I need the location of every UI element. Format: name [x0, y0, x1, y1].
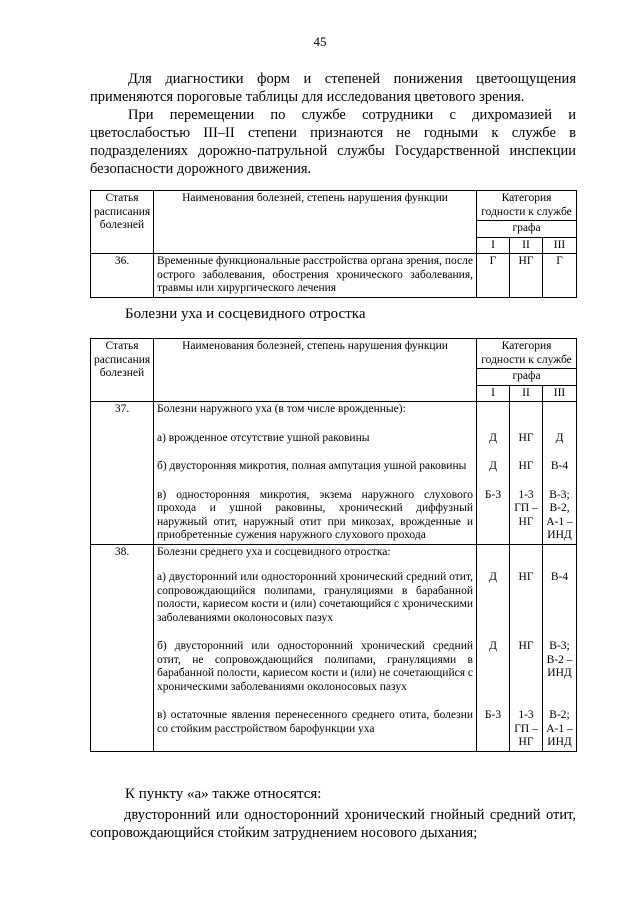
table-ears — [90, 338, 577, 752]
table-row — [91, 446, 577, 475]
row-col-3: В-3; В-2, А-1 – ИНД — [543, 475, 577, 545]
table-eyes — [90, 190, 577, 298]
section-heading: Болезни уха и сосцевидного отростка — [125, 306, 366, 322]
row-text: Временные функциональные расстройства органа зрения, после острого заболевания, обострения хронического заболевания, травмы или хирургического лечения — [154, 254, 477, 298]
row-col-1: Б-3 — [477, 695, 510, 751]
row-title: Болезни среднего уха и сосцевидного отростка: — [154, 544, 477, 560]
footer-heading: К пункту «а» также относятся: — [125, 786, 322, 802]
row-col-2: НГ — [510, 446, 543, 475]
intro-paragraph-2: При перемещении по службе сотрудники с дихромазией и цветослабостью III–II степени признаются не годными к службе в подразделениях дорожно-патрульной службы Государственной инспекции безопасности дорожного движения. — [90, 107, 576, 177]
row-col-2: НГ — [510, 418, 543, 447]
row-col-1: Д — [477, 560, 510, 626]
row-text: а) двусторонний или односторонний хронический средний отит, сопровождающийся полипами, грануляциями в барабанной полости, кариесом кости и (или) сочетающийся с хроническими заболеваниями околоносовых пазух — [154, 560, 477, 626]
table-header-row — [91, 191, 577, 221]
table-row — [91, 475, 577, 545]
row-col-2: НГ — [510, 254, 543, 298]
row-col-2: 1-3 ГП – НГ — [510, 695, 543, 751]
table-row — [91, 695, 577, 751]
header-col-1: I — [477, 237, 510, 254]
header-name: Наименования болезней, степень нарушения функции — [154, 191, 477, 254]
header-col-2: II — [510, 237, 543, 254]
table-row — [91, 254, 577, 298]
row-text: б) двусторонний или односторонний хронический средний отит, не сопровождающийся полипами, грануляциями в барабанной полости, кариесом кости и (или) не сочетающийся с хроническими заболеваниями околоносовых пазух — [154, 626, 477, 695]
row-text: б) двусторонняя микротия, полная ампутация ушной раковины — [154, 446, 477, 475]
table-row — [91, 418, 577, 447]
header-grafa: графа — [477, 221, 577, 238]
row-col-1: Д — [477, 446, 510, 475]
header-category: Категория годности к службе — [477, 191, 577, 221]
row-number: 37. — [91, 402, 154, 418]
page-number: 45 — [313, 34, 327, 49]
row-col-3: Д — [543, 418, 577, 447]
header-category: Категория годности к службе — [477, 339, 577, 369]
row-col-3: В-3; В-2 – ИНД — [543, 626, 577, 695]
row-col-2: НГ — [510, 626, 543, 695]
row-col-1: Д — [477, 418, 510, 447]
intro-paragraph-1: Для диагностики форм и степеней понижения цветоощущения применяются пороговые таблицы для исследования цветового зрения. — [90, 71, 576, 105]
row-col-2: 1-3 ГП – НГ — [510, 475, 543, 545]
header-grafa: графа — [477, 369, 577, 386]
row-text: в) односторонняя микротия, экзема наружного слухового прохода и ушной раковины, хронический диффузный наружный отит, наружный отит при микозах, врожденные и приобретенные сужения наружного слухового прохода — [154, 475, 477, 545]
table-row — [91, 544, 577, 560]
header-col-3: III — [543, 237, 577, 254]
header-article: Статья расписания болезней — [91, 191, 154, 254]
row-col-3: В-2; А-1 – ИНД — [543, 695, 577, 751]
row-col-1: Д — [477, 626, 510, 695]
row-col-1: Г — [477, 254, 510, 298]
table-row — [91, 626, 577, 695]
header-col-3: III — [543, 385, 577, 402]
row-col-3: В-4 — [543, 446, 577, 475]
row-col-3: Г — [543, 254, 577, 298]
header-article: Статья расписания болезней — [91, 339, 154, 402]
row-col-3: В-4 — [543, 560, 577, 626]
header-col-2: II — [510, 385, 543, 402]
row-title: Болезни наружного уха (в том числе врожденные): — [154, 402, 477, 418]
row-number: 38. — [91, 544, 154, 560]
table-row — [91, 402, 577, 418]
footer-text: двусторонний или односторонний хронический гнойный средний отит, сопровождающийся стойким затруднением носового дыхания; — [90, 807, 576, 841]
row-col-2: НГ — [510, 560, 543, 626]
row-text: а) врожденное отсутствие ушной раковины — [154, 418, 477, 447]
row-number: 36. — [91, 254, 154, 298]
row-text: в) остаточные явления перенесенного среднего отита, болезни со стойким расстройством барофункции уха — [154, 695, 477, 751]
header-col-1: I — [477, 385, 510, 402]
row-col-1: Б-3 — [477, 475, 510, 545]
header-name: Наименования болезней, степень нарушения функции — [154, 339, 477, 402]
table-row — [91, 560, 577, 626]
